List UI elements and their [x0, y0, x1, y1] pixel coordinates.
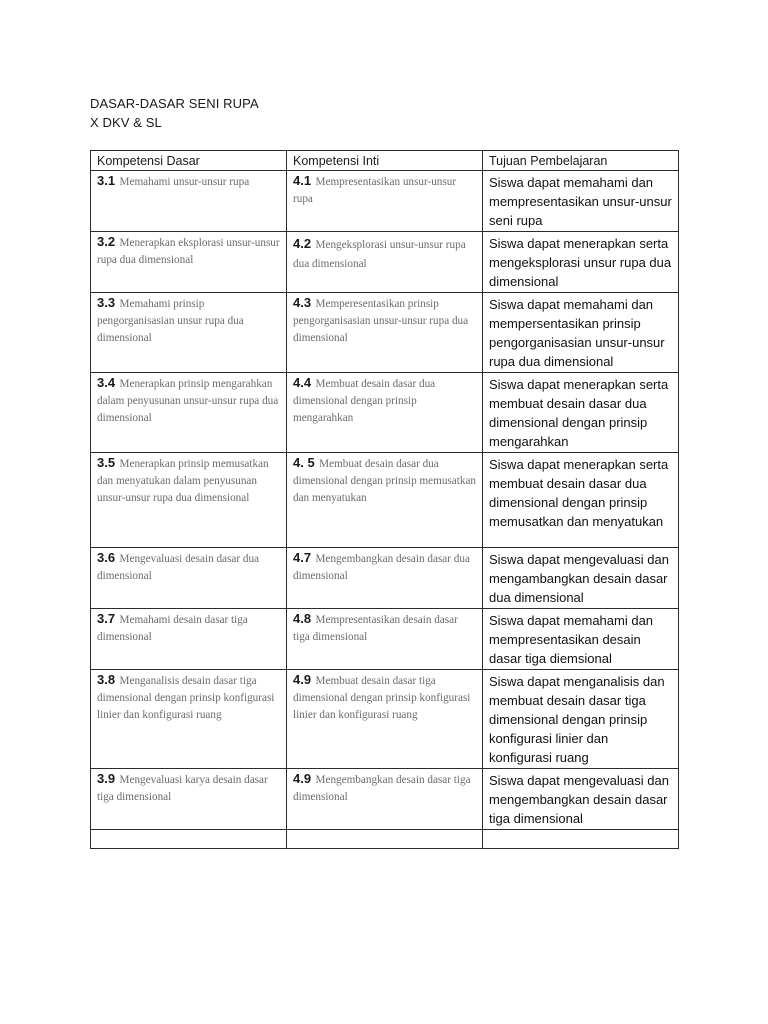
tp-cell: Siswa dapat menerapkan serta mengeksplorasi unsur rupa dua dimensional [483, 232, 679, 293]
ki-code: 4. 5 [293, 455, 315, 470]
kd-cell [91, 171, 287, 232]
kd-code: 3.3 [97, 295, 116, 310]
ki-cell [287, 548, 483, 609]
table-row [91, 293, 679, 373]
ki-cell [287, 670, 483, 769]
ki-text: Mengembangkan desain dasar dua dimensional [293, 553, 470, 582]
kd-cell [91, 769, 287, 830]
kd-text: Menerapkan prinsip mengarahkan dalam penyusunan unsur-unsur rupa dua dimensional [97, 378, 279, 424]
kd-code: 3.9 [97, 771, 116, 786]
ki-text: Memperesentasikan prinsip pengorganisasian unsur-unsur rupa dua dimensional [293, 298, 469, 344]
empty-cell [91, 830, 287, 849]
kd-text: Mengevaluasi desain dasar dua dimensional [97, 553, 260, 582]
kd-cell [91, 232, 287, 293]
ki-cell [287, 171, 483, 232]
ki-cell [287, 769, 483, 830]
ki-text: Mempresentasikan unsur-unsur rupa [293, 176, 457, 205]
ki-text: Mempresentasikan desain dasar tiga dimensional [293, 614, 458, 643]
ki-cell [287, 373, 483, 453]
kd-cell [91, 293, 287, 373]
table-row [91, 232, 679, 293]
tp-cell: Siswa dapat menerapkan serta membuat desain dasar dua dimensional dengan prinsip mengarahkan [483, 373, 679, 453]
ki-text: Membuat desain dasar tiga dimensional dengan prinsip konfigurasi linier dan konfigurasi ruang [293, 675, 471, 721]
ki-code: 4.7 [293, 550, 312, 565]
kd-cell [91, 670, 287, 769]
kd-text: Memahami unsur-unsur rupa [119, 176, 250, 188]
tp-cell: Siswa dapat mengevaluasi dan mengembangkan desain dasar tiga dimensional [483, 769, 679, 830]
ki-code: 4.9 [293, 672, 312, 687]
kd-text: Menerapkan prinsip memusatkan dan menyatukan dalam penyusunan unsur-unsur rupa dua dimensional [97, 458, 269, 504]
competency-table [90, 150, 679, 849]
kd-code: 3.6 [97, 550, 116, 565]
table-row [91, 670, 679, 769]
ki-text: Mengembangkan desain dasar tiga dimensional [293, 774, 471, 803]
kd-code: 3.1 [97, 173, 116, 188]
kd-text: Memahami prinsip pengorganisasian unsur rupa dua dimensional [97, 298, 244, 344]
empty-cell [483, 830, 679, 849]
tp-cell: Siswa dapat memahami dan mempresentasikan unsur-unsur seni rupa [483, 171, 679, 232]
header-kompetensi-inti: Kompetensi Inti [287, 151, 483, 171]
document-heading [90, 94, 259, 132]
kd-cell [91, 548, 287, 609]
table-row [91, 769, 679, 830]
kd-text: Memahami desain dasar tiga dimensional [97, 614, 248, 643]
header-tujuan-pembelajaran: Tujuan Pembelajaran [483, 151, 679, 171]
kd-cell [91, 609, 287, 670]
ki-code: 4.4 [293, 375, 312, 390]
table-row [91, 171, 679, 232]
table-row [91, 609, 679, 670]
tp-cell: Siswa dapat menganalisis dan membuat desain dasar tiga dimensional dengan prinsip konfigurasi linier dan konfigurasi ruang [483, 670, 679, 769]
kd-code: 3.8 [97, 672, 116, 687]
header-kompetensi-dasar: Kompetensi Dasar [91, 151, 287, 171]
document-title: DASAR-DASAR SENI RUPA [90, 96, 259, 111]
tp-cell: Siswa dapat menerapkan serta membuat desain dasar dua dimensional dengan prinsip memusatkan dan menyatukan [483, 453, 679, 548]
kd-cell [91, 453, 287, 548]
ki-cell [287, 293, 483, 373]
kd-text: Menganalisis desain dasar tiga dimensional dengan prinsip konfigurasi linier dan konfigurasi ruang [97, 675, 275, 721]
kd-code: 3.2 [97, 234, 116, 249]
ki-code: 4.3 [293, 295, 312, 310]
kd-text: Mengevaluasi karya desain dasar tiga dimensional [97, 774, 268, 803]
kd-cell [91, 373, 287, 453]
kd-text: Menerapkan eksplorasi unsur-unsur rupa dua dimensional [97, 237, 280, 266]
kd-code: 3.5 [97, 455, 116, 470]
ki-code: 4.9 [293, 771, 312, 786]
ki-code: 4.8 [293, 611, 312, 626]
table-row-empty [91, 830, 679, 849]
table-row [91, 453, 679, 548]
kd-code: 3.7 [97, 611, 116, 626]
tp-cell: Siswa dapat mengevaluasi dan mengambangkan desain dasar dua dimensional [483, 548, 679, 609]
ki-code: 4.1 [293, 173, 312, 188]
tp-cell: Siswa dapat memahami dan mempersentasikan prinsip pengorganisasian unsur-unsur rupa dua dimensional [483, 293, 679, 373]
tp-cell: Siswa dapat memahami dan mempresentasikan desain dasar tiga diemsional [483, 609, 679, 670]
ki-text: Membuat desain dasar dua dimensional dengan prinsip memusatkan dan menyatukan [293, 458, 477, 504]
table-row [91, 548, 679, 609]
kd-code: 3.4 [97, 375, 116, 390]
ki-text: Mengeksplorasi unsur-unsur rupa dua dimensional [293, 239, 466, 270]
ki-code: 4.2 [293, 236, 312, 251]
ki-text: Membuat desain dasar dua dimensional dengan prinsip mengarahkan [293, 378, 436, 424]
empty-cell [287, 830, 483, 849]
table-row [91, 373, 679, 453]
ki-cell [287, 453, 483, 548]
table-header-row [91, 151, 679, 171]
document-subtitle: X DKV & SL [90, 115, 162, 130]
ki-cell [287, 232, 483, 293]
ki-cell [287, 609, 483, 670]
